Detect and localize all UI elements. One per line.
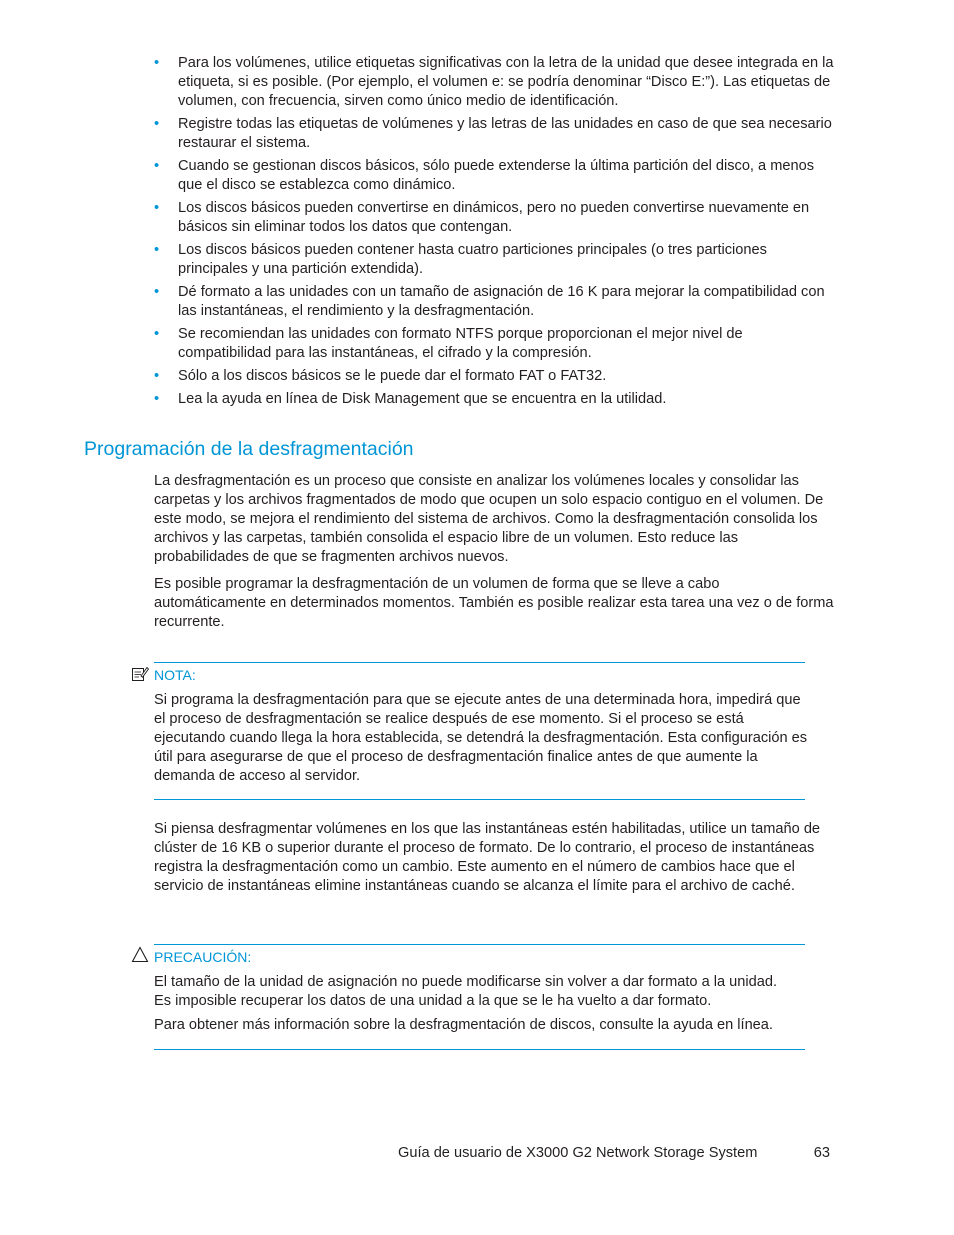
note-pad-icon — [130, 664, 150, 684]
bullet-marker: • — [154, 200, 160, 216]
list-item: • Para los volúmenes, utilice etiquetas significativas con la letra de la unidad que desee integrada en la etiqueta, si es posible. (Por ejemplo, el volumen e: se podría denominar “Disco E:”). Las etiquetas de volumen, con frecuencia, sirven como único medio de identificación. — [154, 55, 834, 109]
caution-top-rule — [154, 944, 805, 945]
note-bottom-rule — [154, 799, 805, 800]
note-text: Si programa la desfragmentación para que se ejecute antes de una determinada hora, impedirá que el proceso de desfragmentación se realice después de ese momento. Si el proceso se está ejecutando cuando llega la hora establecida, se detendrá la desfragmentación. Esta configuración es útil para asegurarse de que el proceso de desfragmentación finalice antes de que aumente la demanda de acceso al servidor. — [154, 692, 808, 784]
list-item: • Registre todas las etiquetas de volúmenes y las letras de las unidades en caso de que sea necesario restaurar el sistema. — [154, 116, 832, 151]
caution-line: Para obtener más información sobre la desfragmentación de discos, consulte la ayuda en línea. — [154, 1017, 773, 1033]
list-item: • Lea la ayuda en línea de Disk Management que se encuentra en la utilidad. — [154, 391, 667, 407]
list-item: • Sólo a los discos básicos se le puede dar el formato FAT o FAT32. — [154, 368, 607, 384]
caution-label: PRECAUCIÓN: — [154, 949, 252, 965]
list-item: • Los discos básicos pueden contener hasta cuatro particiones principales (o tres particiones principales y una partición extendida). — [154, 242, 767, 277]
warning-triangle-icon — [130, 945, 150, 965]
list-item: • Los discos básicos pueden convertirse en dinámicos, pero no pueden convertirse nuevamente en básicos sin eliminar todos los datos que contengan. — [154, 200, 810, 235]
caution-text — [154, 973, 834, 1035]
note-label: NOTA: — [154, 667, 196, 683]
bullet-marker: • — [154, 158, 160, 174]
bullet-marker: • — [154, 242, 160, 258]
list-item: • Dé formato a las unidades con un tamaño de asignación de 16 K para mejorar la compatibilidad con las instantáneas, el rendimiento y la desfragmentación. — [154, 284, 825, 319]
bullet-marker: • — [154, 326, 160, 342]
caution-line: El tamaño de la unidad de asignación no puede modificarse sin volver a dar formato a la unidad. — [154, 974, 778, 990]
note-top-rule — [154, 662, 805, 663]
page-number: 63 — [813, 1145, 830, 1161]
paragraph-intro: La desfragmentación es un proceso que consiste en analizar los volúmenes locales y consolidar las carpetas y los archivos fragmentados de modo que ocupen un solo espacio contiguo en el volumen. De este modo, se mejora el rendimiento del sistema de archivos. Como la desfragmentación consolida los archivos y las carpetas, también consolida el espacio libre de un volumen. Esto reduce las probabilidades de que se fragmenten archivos nuevos. — [154, 473, 824, 565]
bullet-list — [154, 54, 834, 413]
paragraph-schedule: Es posible programar la desfragmentación de un volumen de forma que se lleve a cabo automáticamente en determinados momentos. También es posible realizar esta tarea una vez o de forma recurrente. — [154, 576, 834, 630]
caution-bottom-rule — [154, 1049, 805, 1050]
list-item: • Se recomiendan las unidades con formato NTFS porque proporcionan el mejor nivel de compatibilidad para las instantáneas, el cifrado y la compresión. — [154, 326, 743, 361]
caution-line: Es imposible recuperar los datos de una unidad a la que se le ha vuelto a dar formato. — [154, 993, 712, 1009]
bullet-marker: • — [154, 284, 160, 300]
section-title: Programación de la desfragmentación — [84, 438, 414, 460]
list-item: • Cuando se gestionan discos básicos, sólo puede extenderse la última partición del disco, a menos que el disco se establezca como dinámico. — [154, 158, 815, 193]
footer-title: Guía de usuario de X3000 G2 Network Storage System — [398, 1145, 758, 1161]
bullet-marker: • — [154, 368, 160, 384]
bullet-marker: • — [154, 55, 160, 71]
bullet-marker: • — [154, 391, 160, 407]
paragraph-shadow-copies: Si piensa desfragmentar volúmenes en los que las instantáneas estén habilitadas, utilice un tamaño de clúster de 16 KB o superior durante el proceso de formato. De lo contrario, el proceso de instantáneas registra la desfragmentación como un cambio. Este aumento en el número de cambios hace que el servicio de instantáneas elimine instantáneas cuando se alcanza el límite para el archivo de caché. — [154, 821, 821, 894]
bullet-marker: • — [154, 116, 160, 132]
